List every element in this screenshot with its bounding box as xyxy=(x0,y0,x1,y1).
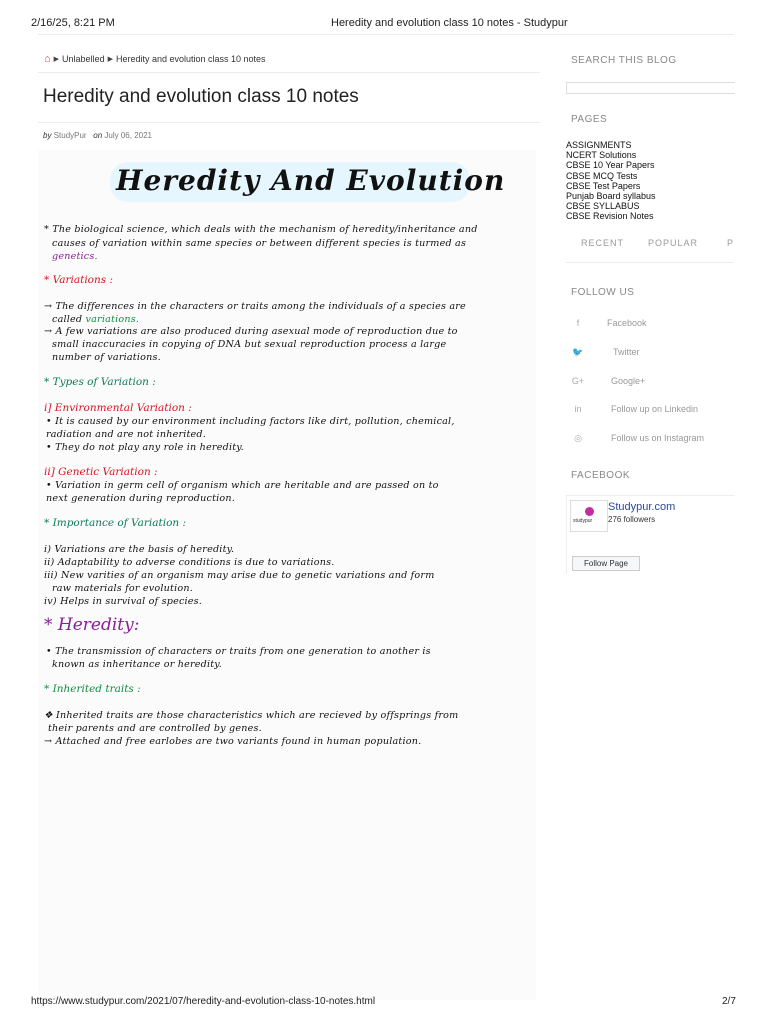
follow-google-link[interactable]: Google+ xyxy=(611,376,646,386)
notes-line: • They do not play any role in heredity. xyxy=(46,442,244,453)
follow-heading: FOLLOW US xyxy=(571,287,635,298)
notes-line xyxy=(52,314,139,325)
notes-line: • It is caused by our environment including factors like dirt, pollution, chemical, xyxy=(46,416,455,427)
post-title: Heredity and evolution class 10 notes xyxy=(43,86,359,107)
byline-by: by xyxy=(43,131,52,140)
handwritten-notes-image xyxy=(38,150,536,1000)
follow-linkedin-link[interactable]: Follow up on Linkedin xyxy=(611,404,699,414)
print-page-title: Heredity and evolution class 10 notes - Studypur xyxy=(331,17,568,29)
page-link[interactable]: CBSE Test Papers xyxy=(566,180,641,191)
notes-line: • Variation in germ cell of organism which are heritable and are passed on to xyxy=(46,480,439,491)
facebook-heading: FACEBOOK xyxy=(571,470,631,481)
notes-line: ii) Adaptability to adverse conditions is due to variations. xyxy=(44,557,335,568)
breadcrumb-current: Heredity and evolution class 10 notes xyxy=(115,54,266,64)
top-divider xyxy=(38,34,734,35)
notes-intro-line: genetics. xyxy=(52,251,98,262)
notes-line: small inaccuracies in copying of DNA but sexual reproduction process a large xyxy=(52,339,447,350)
notes-line: their parents and are controlled by genes. xyxy=(48,723,262,734)
search-input[interactable] xyxy=(566,82,735,94)
post-author[interactable]: StudyPur xyxy=(53,131,87,140)
follow-twitter-link[interactable]: Twitter xyxy=(613,347,640,357)
print-url: https://www.studypur.com/2021/07/heredity-and-evolution-class-10-notes.html xyxy=(31,996,376,1007)
logo-text: studypur xyxy=(573,518,593,524)
notes-main-title: Heredity And Evolution xyxy=(116,164,506,197)
genetic-variation-heading: ii] Genetic Variation : xyxy=(44,466,158,478)
breadcrumb-divider xyxy=(38,72,540,73)
notes-line: known as inheritance or heredity. xyxy=(52,659,222,670)
logo-mark-icon xyxy=(585,507,594,516)
variations-heading: * Variations : xyxy=(44,274,114,286)
print-datetime: 2/16/25, 8:21 PM xyxy=(31,17,115,29)
title-divider xyxy=(38,122,540,123)
tab-popular[interactable]: POPULAR xyxy=(648,238,699,248)
notes-line: iv) Helps in survival of species. xyxy=(44,596,203,607)
page-link[interactable]: NCERT Solutions xyxy=(566,150,637,161)
breadcrumb-label[interactable]: Unlabelled xyxy=(62,54,105,64)
notes-word: called xyxy=(52,314,83,325)
follow-instagram-link[interactable]: Follow us on Instagram xyxy=(611,433,705,443)
instagram-icon: ◎ xyxy=(574,433,582,443)
byline-on: on xyxy=(93,131,103,140)
env-variation-heading: i] Environmental Variation : xyxy=(44,402,192,414)
notes-line: next generation during reproduction. xyxy=(46,493,236,504)
importance-heading: * Importance of Variation : xyxy=(44,517,187,529)
notes-line: ❖ Inherited traits are those characteristics which are recieved by offsprings from xyxy=(44,710,459,721)
post-byline xyxy=(43,131,152,140)
facebook-followers: 276 followers xyxy=(608,515,656,524)
notes-line: • The transmission of characters or traits from one generation to another is xyxy=(46,646,431,657)
pages-list xyxy=(566,140,656,222)
chevron-right-icon: ▶ xyxy=(53,56,60,63)
search-heading: SEARCH THIS BLOG xyxy=(571,55,677,66)
notes-line: i) Variations are the basis of heredity. xyxy=(44,544,235,555)
facebook-page-name[interactable]: Studypur.com xyxy=(608,501,676,513)
inherited-traits-heading: * Inherited traits : xyxy=(44,683,141,695)
twitter-icon: 🐦 xyxy=(572,347,584,357)
studypur-logo[interactable] xyxy=(570,500,608,532)
page-link[interactable]: CBSE 10 Year Papers xyxy=(566,160,655,171)
chevron-right-icon: ▶ xyxy=(107,56,113,63)
tab-more[interactable]: P xyxy=(727,238,735,248)
notes-intro-line: causes of variation within same species or between different species is turmed as xyxy=(52,238,467,249)
tab-recent[interactable]: RECENT xyxy=(581,238,625,248)
notes-line: number of variations. xyxy=(52,352,161,363)
follow-facebook-link[interactable]: Facebook xyxy=(607,318,647,328)
linkedin-icon: in xyxy=(574,404,582,414)
page-link[interactable]: CBSE SYLLABUS xyxy=(566,201,640,212)
types-heading: * Types of Variation : xyxy=(44,376,156,388)
print-page-count: 2/7 xyxy=(722,996,736,1007)
page-link[interactable]: Punjab Board syllabus xyxy=(566,191,656,202)
notes-line: → A few variations are also produced during asexual mode of reproduction due to xyxy=(44,326,458,337)
notes-line: → Attached and free earlobes are two variants found in human population. xyxy=(44,736,422,747)
page-link[interactable]: CBSE Revision Notes xyxy=(566,211,654,222)
notes-line: radiation and are not inherited. xyxy=(46,429,207,440)
google-plus-icon: G+ xyxy=(571,376,585,386)
pages-heading: PAGES xyxy=(571,114,608,125)
notes-intro-line: * The biological science, which deals with the mechanism of heredity/inheritance and xyxy=(44,224,478,235)
follow-page-button[interactable]: Follow Page xyxy=(572,556,640,571)
home-icon[interactable]: ⌂ xyxy=(44,53,51,65)
page-link[interactable]: CBSE MCQ Tests xyxy=(566,170,638,181)
facebook-icon: f xyxy=(576,318,580,328)
breadcrumb xyxy=(44,53,266,65)
notes-line: → The differences in the characters or traits among the individuals of a species are xyxy=(44,301,466,312)
heredity-heading: * Heredity: xyxy=(44,615,140,635)
post-date: July 06, 2021 xyxy=(104,131,152,140)
sidebar-divider xyxy=(566,262,734,263)
notes-line: raw materials for evolution. xyxy=(52,583,193,594)
notes-line: iii) New varities of an organism may arise due to genetic variations and form xyxy=(44,570,435,581)
notes-highlight-word: variations. xyxy=(85,314,140,325)
page-link[interactable]: ASSIGNMENTS xyxy=(566,140,632,150)
